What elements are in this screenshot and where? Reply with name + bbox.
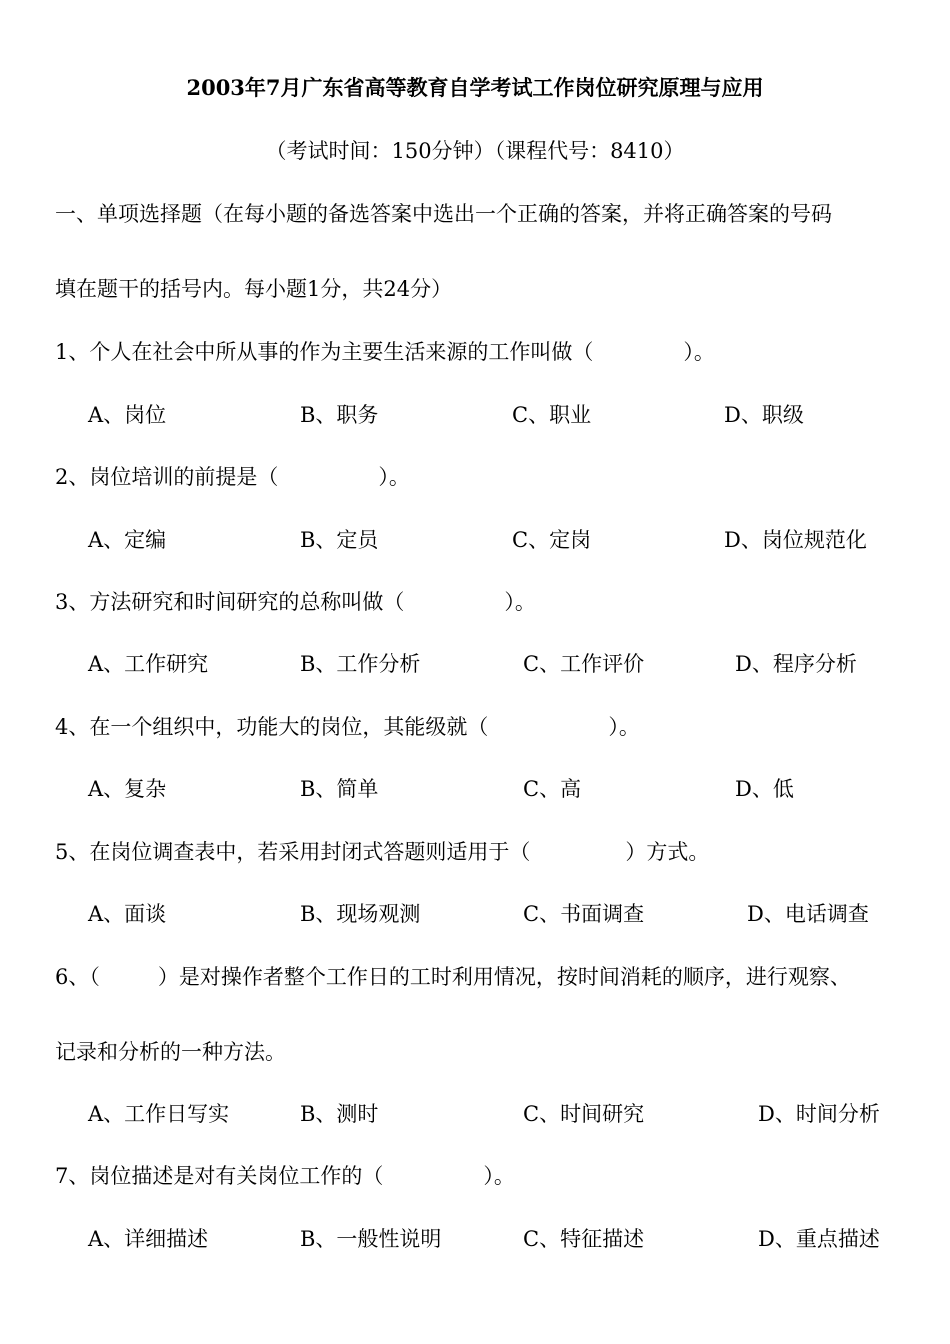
option-b[interactable]: B、现场观测 — [300, 902, 421, 926]
option-c[interactable]: C、定岗 — [512, 528, 592, 552]
question-4-options — [0, 775, 950, 803]
option-a[interactable]: A、复杂 — [88, 777, 167, 801]
question-1-stem: 1、个人在社会中所从事的作为主要生活来源的工作叫做（ — [55, 340, 594, 364]
option-a[interactable]: A、面谈 — [88, 902, 167, 926]
question-stem — [55, 713, 915, 741]
option-c[interactable]: C、职业 — [512, 403, 592, 427]
question-stem — [55, 588, 915, 616]
question-stem — [55, 1162, 915, 1190]
option-d[interactable]: D、电话调查 — [747, 902, 869, 926]
option-c[interactable]: C、书面调查 — [523, 902, 645, 926]
question-2-stem-end: ）。 — [378, 465, 410, 489]
option-c[interactable]: C、时间研究 — [523, 1102, 645, 1126]
option-d[interactable]: D、程序分析 — [735, 652, 857, 676]
option-b[interactable]: B、测时 — [300, 1102, 379, 1126]
option-d[interactable]: D、职级 — [724, 403, 804, 427]
question-7-stem-end: ）。 — [483, 1164, 515, 1188]
option-c[interactable]: C、特征描述 — [523, 1227, 645, 1251]
question-5-options — [0, 900, 950, 928]
option-a[interactable]: A、岗位 — [88, 403, 167, 427]
option-a[interactable]: A、定编 — [88, 528, 167, 552]
question-7-options — [0, 1225, 950, 1253]
option-d[interactable]: D、岗位规范化 — [724, 528, 867, 552]
question-6-options — [0, 1100, 950, 1128]
option-a[interactable]: A、详细描述 — [88, 1227, 209, 1251]
question-4-stem-end: ）。 — [608, 715, 640, 739]
question-3-stem: 3、方法研究和时间研究的总称叫做（ — [55, 590, 405, 614]
question-3-options — [0, 650, 950, 678]
question-2-options — [0, 526, 950, 554]
option-a[interactable]: A、工作研究 — [88, 652, 209, 676]
option-d[interactable]: D、时间分析 — [758, 1102, 880, 1126]
question-3-stem-end: ）。 — [504, 590, 536, 614]
question-6-stem: 6、（ — [55, 965, 100, 989]
section-instructions-line-1: 一、单项选择题（在每小题的备选答案中选出一个正确的答案，并将正确答案的号码 — [55, 202, 832, 226]
option-b[interactable]: B、一般性说明 — [300, 1227, 442, 1251]
question-7-stem: 7、岗位描述是对有关岗位工作的（ — [55, 1164, 384, 1188]
exam-subtitle: （考试时间：150分钟）（课程代号：8410） — [265, 139, 685, 163]
option-b[interactable]: B、简单 — [300, 777, 379, 801]
question-stem — [55, 838, 915, 866]
option-b[interactable]: B、工作分析 — [300, 652, 421, 676]
question-1-stem-end: ）。 — [683, 340, 715, 364]
option-b[interactable]: B、定员 — [300, 528, 379, 552]
question-6-stem-continued: 记录和分析的一种方法。 — [55, 1040, 286, 1064]
option-d[interactable]: D、低 — [735, 777, 794, 801]
question-stem — [55, 463, 915, 491]
question-4-stem: 4、在一个组织中，功能大的岗位，其能级就（ — [55, 715, 489, 739]
question-5-stem-end: ）方式。 — [625, 840, 710, 864]
question-2-stem: 2、岗位培训的前提是（ — [55, 465, 279, 489]
option-a[interactable]: A、工作日写实 — [88, 1102, 230, 1126]
option-b[interactable]: B、职务 — [300, 403, 379, 427]
option-c[interactable]: C、工作评价 — [523, 652, 645, 676]
section-instructions-line-2: 填在题干的括号内。每小题1分，共24分） — [55, 277, 453, 301]
option-d[interactable]: D、重点描述 — [758, 1227, 880, 1251]
exam-title: 2003年7月广东省高等教育自学考试工作岗位研究原理与应用 — [186, 75, 764, 100]
question-1-options — [0, 401, 950, 429]
question-6-stem-middle: ）是对操作者整个工作日的工时利用情况，按时间消耗的顺序，进行观察、 — [157, 965, 851, 989]
option-c[interactable]: C、高 — [523, 777, 582, 801]
question-stem — [55, 963, 915, 991]
question-stem — [55, 338, 915, 366]
question-5-stem: 5、在岗位调查表中，若采用封闭式答题则适用于（ — [55, 840, 531, 864]
